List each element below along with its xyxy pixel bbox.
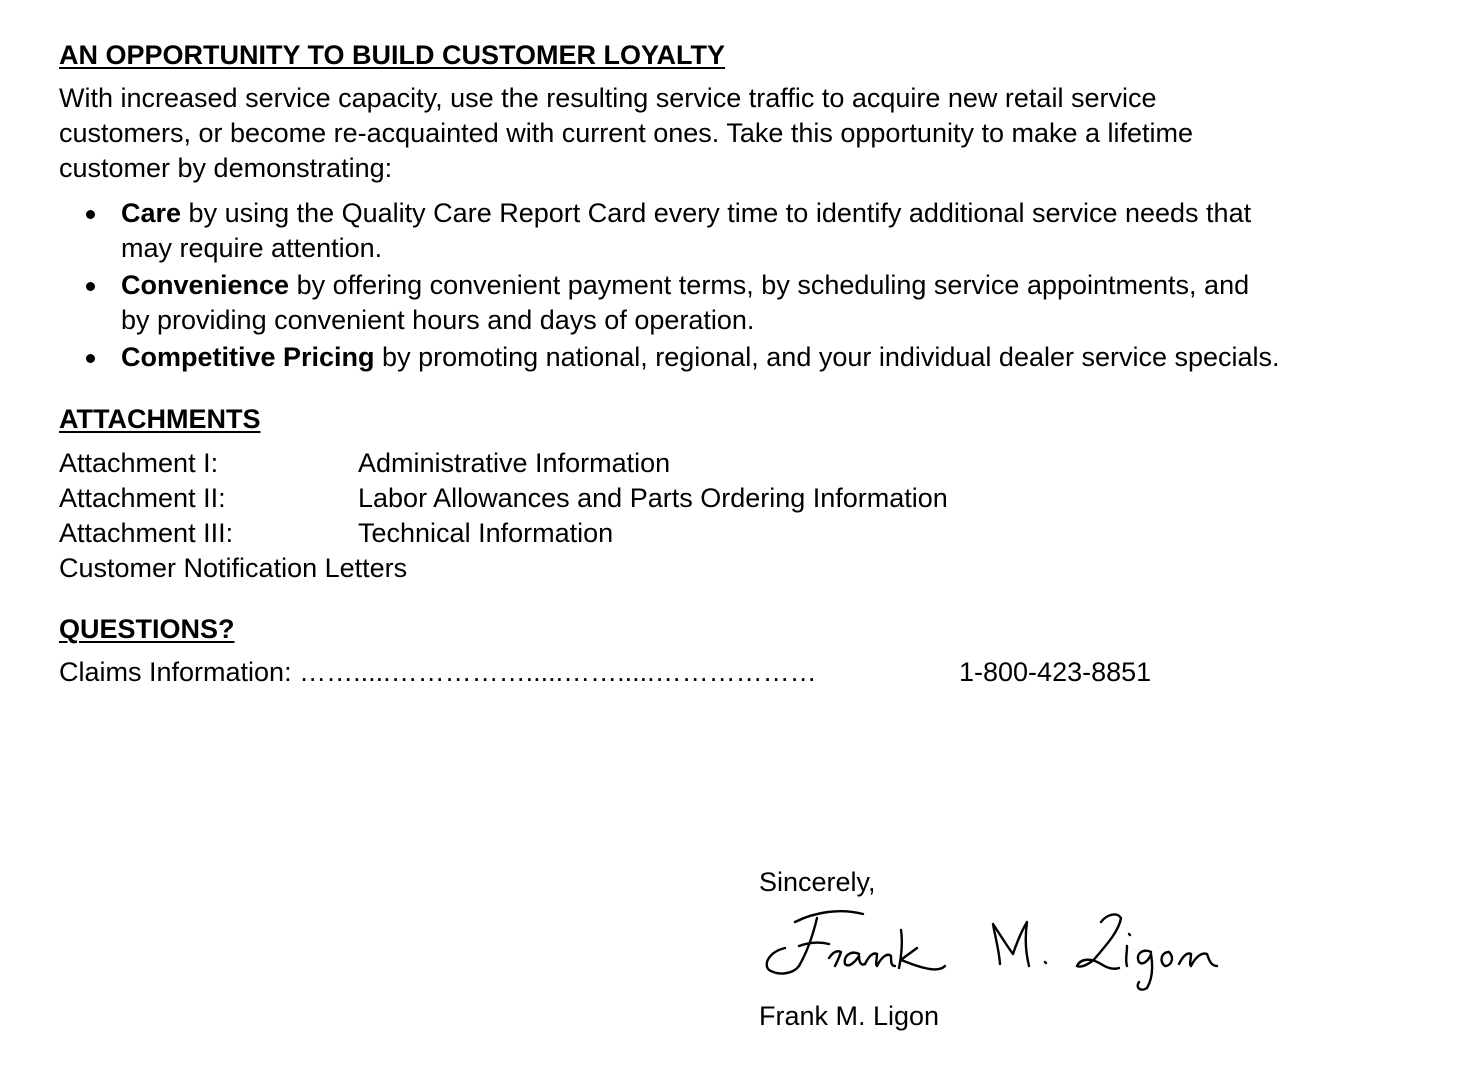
bullet-line: by using the Quality Care Report Card every time to identify additional service needs that	[181, 198, 1252, 228]
claims-info-row	[59, 655, 1152, 690]
attachment-label: Attachment III:	[59, 518, 234, 548]
bullet-line: by offering convenient payment terms, by scheduling service appointments, and	[289, 270, 1250, 300]
claims-phone: 1-800-423-8851	[959, 657, 1152, 687]
bullet-line: by promoting national, regional, and your individual dealer service specials.	[374, 342, 1280, 372]
attachment-label: Attachment I:	[59, 448, 219, 478]
attachment-title: Technical Information	[358, 518, 614, 548]
bullet-term: Care	[121, 198, 182, 228]
loyalty-intro	[59, 81, 1399, 186]
intro-line: With increased service capacity, use the resulting service traffic to acquire new retail service	[59, 83, 1157, 113]
bullet-term: Competitive Pricing	[121, 342, 375, 372]
questions-heading: QUESTIONS?	[59, 614, 235, 644]
signer-name: Frank M. Ligon	[759, 1001, 940, 1031]
intro-line: customers, or become re-acquainted with current ones. Take this opportunity to make a lifetime	[59, 118, 1194, 148]
bullet-line: by providing convenient hours and days of operation.	[121, 305, 755, 335]
attachment-label: Attachment II:	[59, 483, 226, 513]
salutation: Sincerely,	[759, 867, 876, 897]
attachment-extra: Customer Notification Letters	[59, 553, 408, 583]
loyalty-heading: AN OPPORTUNITY TO BUILD CUSTOMER LOYALTY	[59, 40, 726, 70]
bullet-text	[121, 196, 1251, 266]
bullet-term: Convenience	[121, 270, 290, 300]
claims-label: Claims Information: …….....…………….....…….....………………	[59, 657, 817, 687]
bullet-dot-icon	[86, 210, 95, 219]
intro-line: customer by demonstrating:	[59, 153, 393, 183]
bullet-line: may require attention.	[121, 233, 383, 263]
attachment-title: Labor Allowances and Parts Ordering Information	[358, 483, 948, 513]
attachments-heading: ATTACHMENTS	[59, 404, 261, 434]
attachment-title: Administrative Information	[358, 448, 671, 478]
bullet-dot-icon	[86, 354, 95, 363]
bullet-text	[121, 268, 1249, 338]
bullet-dot-icon	[86, 282, 95, 291]
bullet-text	[121, 340, 1280, 375]
handwritten-signature	[755, 900, 1225, 992]
